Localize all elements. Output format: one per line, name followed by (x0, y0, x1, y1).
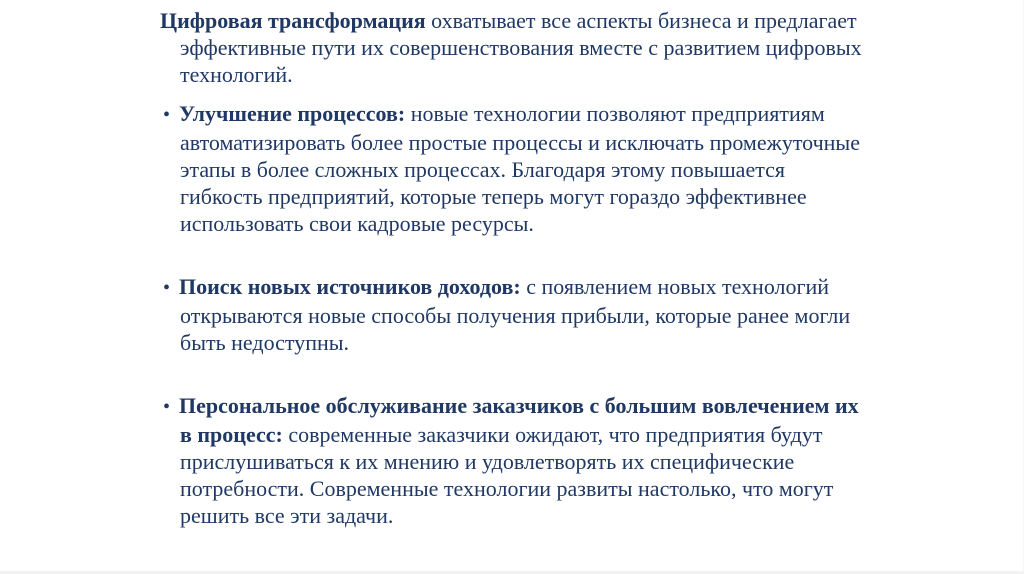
bullet-item (160, 273, 872, 356)
bullet-term: Персональное обслуживание заказчиков с большим вовлечением их в процесс: (179, 393, 859, 447)
bullet-body-text: с появлением новых технологий открываются новые способы получения прибыли, которые ранее могли быть недоступны. (180, 274, 851, 355)
intro-paragraph (160, 7, 872, 88)
bullet-body-text: современные заказчики ожидают, что предприятия будут прислушиваться к их мнению и удовлетворять их специфические потребности. Современные технологии развиты настолько, что могут решить все эти задачи. (180, 422, 834, 528)
bullet-body-text: новые технологии позволяют предприятиям автоматизировать более простые процессы и исключать промежуточные этапы в более сложных процессах. Благодаря этому повышается гибкость предприятий, которые теперь могут гораздо эффективнее использовать свои кадровые ресурсы. (180, 101, 860, 236)
bullet-marker-icon: • (163, 104, 171, 126)
bullet-term: Поиск новых источников доходов: (179, 274, 521, 299)
bullet-term: Улучшение процессов: (179, 101, 406, 126)
bullet-item (160, 392, 872, 529)
bullet-marker-icon: • (163, 277, 171, 299)
bullet-marker-icon: • (163, 396, 171, 418)
intro-term: Цифровая трансформация (160, 8, 426, 33)
slide-content (160, 7, 872, 529)
intro-body-text: охватывает все аспекты бизнеса и предлагает эффективные пути их совершенствования вместе с развитием цифровых технологий. (180, 8, 862, 87)
bullet-item (160, 100, 872, 237)
